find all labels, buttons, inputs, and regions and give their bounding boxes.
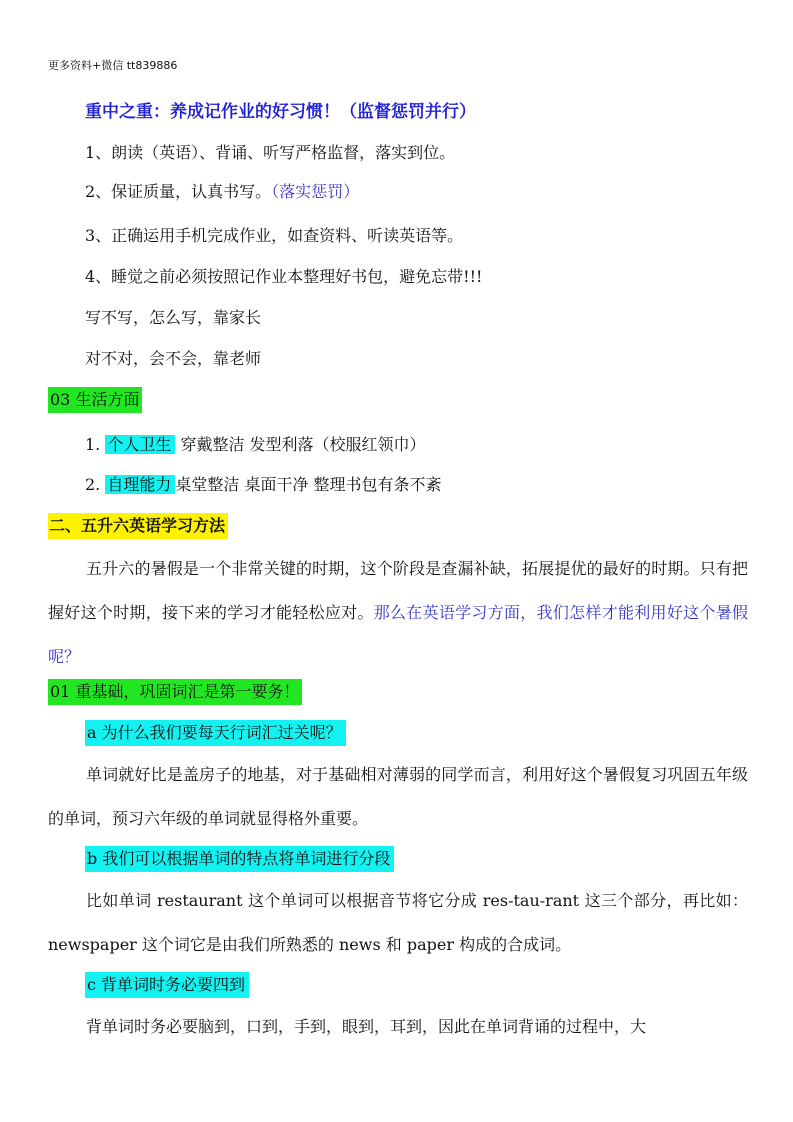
life-item-2-text: 桌堂整洁 桌面干净 整理书包有条不紊 — [175, 475, 442, 494]
life-item-1-text: 穿戴整洁 发型利落（校服红领巾） — [175, 435, 426, 454]
subheading-b: b 我们可以根据单词的特点将单词进行分段 — [85, 846, 394, 872]
life-item-1-num: 1. — [85, 435, 101, 454]
life-item-2-label: 自理能力 — [105, 475, 175, 494]
section-two-heading: 二、五升六英语学习方法 — [48, 513, 228, 539]
slogan-teachers: 对不对，会不会，靠老师 — [85, 349, 262, 368]
slogan-parents: 写不写，怎么写，靠家长 — [85, 308, 262, 327]
life-item-1-label: 个人卫生 — [105, 435, 175, 454]
section-03-heading: 03 生活方面 — [48, 387, 142, 413]
rule-2-penalty: （落实惩罚） — [271, 182, 360, 201]
rule-1: 1、朗读（英语）、背诵、听写严格监督，落实到位。 — [85, 143, 456, 162]
paragraph-a: 单词就好比是盖房子的地基，对于基础相对薄弱的同学而言，利用好这个暑假复习巩固五年级的单词，预习六年级的单词就显得格外重要。 — [48, 765, 748, 828]
paragraph-b: 比如单词 restaurant 这个单词可以根据音节将它分成 res-tau-rant 这三个部分，再比如：newspaper 这个词它是由我们所熟悉的 news 和 paper 构成的合成词。 — [48, 891, 748, 954]
rule-4: 4、睡觉之前必须按照记作业本整理好书包，避免忘带!!! — [85, 267, 483, 286]
rule-2 — [85, 181, 359, 203]
intro-question: 那么在英语学习方面，我们怎样才能利用好这个暑假呢？ — [48, 603, 748, 666]
section-01-heading: 01 重基础，巩固词汇是第一要务！ — [48, 679, 302, 705]
rule-3: 3、正确运用手机完成作业，如查资料、听读英语等。 — [85, 226, 464, 245]
life-item-2-num: 2. — [85, 475, 101, 494]
subheading-c: c 背单词时务必要四到 — [85, 972, 249, 998]
subheading-a: a 为什么我们要每天行词汇过关呢？ — [85, 720, 346, 746]
header-note: 更多资料+微信 tt839886 — [48, 59, 178, 72]
intro-text: 五升六的暑假是一个非常关键的时期，这个阶段是查漏补缺，拓展提优的最好的时期。只有把握好这个时期，接下来的学习才能轻松应对。 — [48, 559, 748, 622]
rule-2-text: 2、保证质量，认真书写。 — [85, 182, 272, 201]
paragraph-c: 背单词时务必要脑到，口到，手到，眼到，耳到，因此在单词背诵的过程中，大 — [86, 1017, 647, 1036]
life-item-1 — [85, 432, 426, 458]
page-title: 重中之重：养成记作业的好习惯！（监督惩罚并行） — [85, 102, 476, 122]
intro-paragraph — [48, 547, 748, 679]
life-item-2 — [85, 472, 442, 498]
